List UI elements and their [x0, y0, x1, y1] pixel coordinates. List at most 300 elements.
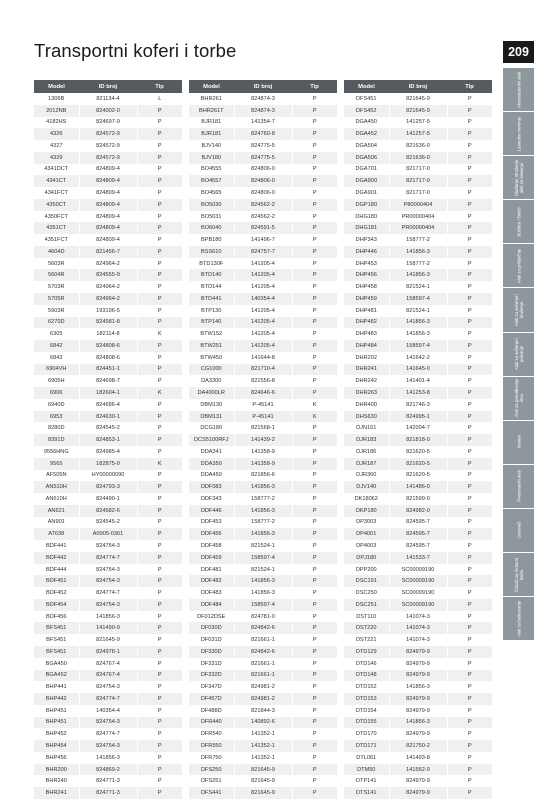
- type-cell: P: [137, 105, 182, 117]
- sidebar-tab-label: Čistači za motorni baštu: [513, 557, 524, 592]
- sidebar-tab[interactable]: [503, 112, 534, 156]
- model-cell: DGA450: [344, 117, 389, 129]
- table-row: [344, 258, 492, 270]
- table-row: [189, 552, 337, 564]
- type-cell: P: [312, 613, 317, 620]
- id-cell: 158597-4: [234, 599, 292, 611]
- table-row: [344, 740, 492, 752]
- model-cell: DFS251: [189, 775, 234, 787]
- table-row: [34, 775, 182, 787]
- table-row: [189, 340, 337, 352]
- id-cell: 140892-6: [234, 717, 292, 729]
- id-cell: 824572-9: [79, 140, 137, 152]
- id-cell: 141074-3: [389, 611, 447, 623]
- type-cell: P: [312, 119, 317, 126]
- type-cell: P: [447, 646, 492, 658]
- type-cell: P: [467, 142, 472, 149]
- column-header-id: ID broj: [234, 80, 292, 93]
- type-cell: P: [312, 378, 317, 385]
- model-cell: DSC191: [344, 575, 389, 587]
- sidebar-tab[interactable]: [503, 244, 534, 288]
- table-row: [189, 140, 337, 152]
- model-cell: 6843: [34, 352, 79, 364]
- sidebar-tab[interactable]: [503, 421, 534, 465]
- type-cell: P: [292, 175, 337, 187]
- sidebar-tab-label: Alati za sečenje i poliranje: [513, 337, 524, 371]
- table-row: [189, 164, 337, 176]
- id-cell: 824562-2: [234, 199, 292, 211]
- type-cell: P: [292, 670, 337, 682]
- model-cell: DDF446: [189, 505, 234, 517]
- model-cell: BHR241: [34, 787, 79, 799]
- model-cell: 6940D: [34, 399, 79, 411]
- id-cell: 141352-1: [234, 728, 292, 740]
- type-cell: P: [157, 307, 162, 314]
- id-cell: 141856-3: [389, 317, 447, 329]
- type-cell: P: [157, 542, 162, 549]
- sidebar-tab[interactable]: [503, 156, 534, 200]
- model-cell: BGA452: [34, 670, 79, 682]
- id-cell: 824451-1: [79, 364, 137, 376]
- model-cell: 4351FCT: [34, 234, 79, 246]
- table-row: [344, 222, 492, 234]
- id-cell: 824979-9: [389, 787, 447, 799]
- model-cell: DTD129: [344, 646, 389, 658]
- table-row: [189, 634, 337, 646]
- type-cell: P: [137, 364, 182, 376]
- table-row: [189, 564, 337, 576]
- column-header-model: Model: [189, 80, 234, 93]
- model-cell: BHR261: [189, 93, 234, 105]
- model-cell: 4341FCT: [34, 187, 79, 199]
- id-cell: 824774-7: [79, 693, 137, 705]
- table-row: [189, 258, 337, 270]
- table-row: [34, 387, 182, 399]
- type-cell: P: [467, 660, 472, 667]
- sidebar-tab[interactable]: [503, 553, 534, 597]
- table-row: [189, 246, 337, 258]
- model-cell: DST110: [344, 611, 389, 623]
- id-cell: 821818-0: [389, 434, 447, 446]
- id-cell: P80000404: [389, 199, 447, 211]
- id-cell: 824809-4: [79, 164, 137, 176]
- id-cell: 824979-9: [389, 658, 447, 670]
- type-cell: P: [137, 575, 182, 587]
- id-cell: 824809-4: [79, 211, 137, 223]
- model-cell: DF331D: [189, 658, 234, 670]
- sidebar-tab-label: Pneumatski alati: [516, 470, 521, 503]
- id-cell: 821645-9: [79, 634, 137, 646]
- type-cell: P: [292, 293, 337, 305]
- table-row: [189, 152, 337, 164]
- type-cell: P: [157, 731, 162, 738]
- id-cell: 141486-0: [389, 481, 447, 493]
- table-row: [344, 446, 492, 458]
- type-cell: P: [312, 637, 317, 644]
- id-cell: 141856-3: [79, 752, 137, 764]
- type-cell: P: [137, 505, 182, 517]
- table-row: [189, 670, 337, 682]
- model-cell: 9565: [34, 458, 79, 470]
- id-cell: 821661-1: [234, 670, 292, 682]
- table-row: [189, 611, 337, 623]
- type-cell: P: [157, 754, 162, 761]
- id-cell: P-45141: [234, 399, 292, 411]
- type-cell: P: [292, 764, 337, 776]
- id-cell: SC00009190: [389, 564, 447, 576]
- id-cell: 821556-8: [234, 375, 292, 387]
- model-cell: BGA450: [34, 658, 79, 670]
- type-cell: P: [447, 481, 492, 493]
- id-cell: 824979-9: [389, 728, 447, 740]
- id-cell: 821620-5: [389, 446, 447, 458]
- id-cell: 141856-3: [234, 587, 292, 599]
- type-cell: P: [137, 317, 182, 329]
- column-header-type: Tip: [447, 80, 492, 93]
- table-row: [344, 199, 492, 211]
- id-cell: 821746-3: [389, 399, 447, 411]
- id-cell: 824767-4: [79, 658, 137, 670]
- type-cell: P: [312, 166, 317, 173]
- type-cell: P: [467, 119, 472, 126]
- table-row: [34, 787, 182, 799]
- id-cell: 824985-4: [79, 446, 137, 458]
- type-cell: P: [467, 707, 472, 714]
- type-cell: P: [447, 552, 492, 564]
- type-cell: P: [312, 754, 317, 761]
- id-cell: 141257-5: [389, 117, 447, 129]
- model-cell: BSS610: [189, 246, 234, 258]
- table-row: [189, 740, 337, 752]
- model-cell: 5604R: [34, 269, 79, 281]
- type-cell: P: [467, 166, 472, 173]
- parts-table-2: [189, 80, 337, 799]
- model-cell: DHP482: [344, 317, 389, 329]
- model-cell: DTD154: [344, 705, 389, 717]
- type-cell: P: [447, 599, 492, 611]
- id-cell: P-45141: [234, 411, 292, 423]
- model-cell: DDF459: [189, 552, 234, 564]
- table-row: [344, 164, 492, 176]
- id-cell: 141205-4: [234, 328, 292, 340]
- table-row: [189, 528, 337, 540]
- id-cell: 193196-5: [79, 305, 137, 317]
- model-cell: DTD148: [344, 670, 389, 682]
- id-cell: 821568-1: [234, 422, 292, 434]
- column-header-model: Model: [344, 80, 389, 93]
- type-cell: P: [157, 166, 162, 173]
- table-row: [34, 552, 182, 564]
- table-row: [34, 164, 182, 176]
- table-row: [344, 717, 492, 729]
- type-cell: P: [447, 128, 492, 140]
- model-cell: 8391D: [34, 434, 79, 446]
- type-cell: P: [157, 378, 162, 385]
- table-row: [189, 434, 337, 446]
- type-cell: P: [292, 340, 337, 352]
- model-cell: AN621: [34, 505, 79, 517]
- sidebar-tab[interactable]: [503, 377, 534, 421]
- table-row: [189, 399, 337, 411]
- model-cell: DDF083: [189, 481, 234, 493]
- model-cell: BHR261T: [189, 105, 234, 117]
- type-cell: P: [157, 190, 162, 196]
- id-cell: 821844-3: [234, 705, 292, 717]
- category-sidebar: [503, 68, 534, 641]
- model-cell: DFS451: [344, 93, 389, 105]
- id-cell: 824979-9: [389, 670, 447, 682]
- table-row: [344, 281, 492, 293]
- id-cell: 142004-7: [389, 422, 447, 434]
- model-cell: DCS5100RFJ: [189, 434, 234, 446]
- model-cell: 4351CT: [34, 222, 79, 234]
- model-cell: DGA701: [344, 164, 389, 176]
- id-cell: 821717-0: [389, 187, 447, 199]
- id-cell: 141493-8: [389, 752, 447, 764]
- type-cell: P: [467, 237, 472, 244]
- table-row: [34, 152, 182, 164]
- table-row: [344, 411, 492, 423]
- model-cell: BFS451: [34, 634, 79, 646]
- sidebar-tab[interactable]: [503, 597, 534, 641]
- model-cell: 8280D: [34, 422, 79, 434]
- table-row: [189, 211, 337, 223]
- type-cell: P: [292, 434, 337, 446]
- type-cell: P: [312, 731, 317, 738]
- table-row: [189, 93, 337, 105]
- table-row: [34, 481, 182, 493]
- table-row: [34, 658, 182, 670]
- model-cell: DF457D: [189, 693, 234, 705]
- id-cell: 141358-9: [234, 446, 292, 458]
- model-cell: BJR181: [189, 128, 234, 140]
- id-cell: 824591-5: [234, 222, 292, 234]
- table-row: [34, 328, 182, 340]
- id-cell: 141352-1: [234, 752, 292, 764]
- table-row: [189, 105, 337, 117]
- type-cell: P: [447, 222, 492, 234]
- table-row: [34, 670, 182, 682]
- id-cell: 158597-4: [389, 293, 447, 305]
- model-cell: BHR240: [34, 775, 79, 787]
- type-cell: P: [467, 566, 472, 573]
- model-cell: BDF442: [34, 552, 79, 564]
- type-cell: P: [292, 528, 337, 540]
- type-cell: P: [292, 269, 337, 281]
- model-cell: BHP441: [34, 681, 79, 693]
- type-cell: P: [447, 693, 492, 705]
- model-cell: DDF482: [189, 575, 234, 587]
- table-row: [189, 658, 337, 670]
- type-cell: P: [137, 411, 182, 423]
- type-cell: P: [157, 707, 162, 714]
- table-row: [189, 775, 337, 787]
- type-cell: P: [312, 260, 317, 267]
- table-row: [344, 328, 492, 340]
- type-cell: P: [312, 307, 317, 314]
- id-cell: 158777-2: [234, 493, 292, 505]
- model-cell: 5603R: [34, 258, 79, 270]
- model-cell: DDF484: [189, 599, 234, 611]
- id-cell: 824555-9: [79, 269, 137, 281]
- type-cell: P: [447, 105, 492, 117]
- type-cell: P: [137, 481, 182, 493]
- type-cell: P: [312, 495, 317, 502]
- table-row: [34, 93, 182, 105]
- model-cell: BDF444: [34, 564, 79, 576]
- type-cell: P: [312, 284, 317, 291]
- model-cell: BTW450: [189, 352, 234, 364]
- type-cell: K: [312, 401, 317, 408]
- id-cell: 821524-1: [389, 305, 447, 317]
- type-cell: P: [447, 575, 492, 587]
- table-row: [34, 258, 182, 270]
- table-row: [344, 422, 492, 434]
- id-cell: 824562-2: [234, 211, 292, 223]
- sidebar-tab[interactable]: [503, 68, 534, 112]
- type-cell: P: [292, 128, 337, 140]
- id-cell: 824754-3: [79, 564, 137, 576]
- id-cell: 821717-0: [389, 164, 447, 176]
- model-cell: BO5031: [189, 211, 234, 223]
- id-cell: 141205-4: [234, 258, 292, 270]
- table-row: [344, 364, 492, 376]
- table-row: [189, 128, 337, 140]
- model-cell: BTD140: [189, 269, 234, 281]
- table-row: [34, 375, 182, 387]
- id-cell: 821856-6: [234, 470, 292, 482]
- table-row: [189, 317, 337, 329]
- table-row: [344, 693, 492, 705]
- sidebar-tab[interactable]: [503, 200, 534, 244]
- table-row: [344, 187, 492, 199]
- model-cell: DHP459: [344, 293, 389, 305]
- model-cell: BJR181: [189, 117, 234, 129]
- table-row: [344, 399, 492, 411]
- type-cell: P: [137, 693, 182, 705]
- model-cell: DHS630: [344, 411, 389, 423]
- id-cell: 824842-6: [234, 646, 292, 658]
- column-header-model: Model: [34, 80, 79, 93]
- table-row: [34, 564, 182, 576]
- type-cell: K: [137, 387, 182, 399]
- id-cell: A0905-0361: [79, 528, 137, 540]
- id-cell: 821620-5: [389, 458, 447, 470]
- id-cell: 824979-9: [389, 693, 447, 705]
- type-cell: P: [157, 448, 162, 455]
- type-cell: P: [137, 599, 182, 611]
- type-cell: P: [447, 387, 492, 399]
- table-row: [344, 481, 492, 493]
- id-cell: 141401-4: [389, 375, 447, 387]
- table-row: [189, 587, 337, 599]
- table-row: [34, 717, 182, 729]
- type-cell: P: [447, 670, 492, 682]
- model-cell: DGA900: [344, 175, 389, 187]
- table-row: [34, 234, 182, 246]
- type-cell: P: [137, 246, 182, 258]
- table-row: [34, 505, 182, 517]
- type-cell: P: [447, 505, 492, 517]
- type-cell: P: [312, 331, 317, 338]
- type-cell: P: [157, 519, 162, 526]
- id-cell: 821620-5: [389, 470, 447, 482]
- model-cell: AN901: [34, 517, 79, 529]
- model-cell: DHR202: [344, 352, 389, 364]
- sidebar-tab[interactable]: [503, 288, 534, 332]
- id-cell: 824581-8: [79, 317, 137, 329]
- table-row: [344, 528, 492, 540]
- id-cell: 821645-9: [389, 105, 447, 117]
- sidebar-tab-label: Bušilice / čekići: [516, 207, 521, 237]
- sidebar-tab[interactable]: [503, 465, 534, 509]
- model-cell: DHP446: [344, 246, 389, 258]
- type-cell: P: [467, 778, 472, 785]
- sidebar-tab[interactable]: [503, 509, 534, 553]
- type-cell: P: [467, 590, 472, 597]
- type-cell: P: [312, 190, 317, 196]
- table-row: [189, 575, 337, 587]
- model-cell: DHP456: [344, 269, 389, 281]
- id-cell: 824964-2: [79, 281, 137, 293]
- type-cell: P: [447, 152, 492, 164]
- id-cell: 821636-0: [389, 140, 447, 152]
- model-cell: BHP442: [34, 693, 79, 705]
- table-row: [189, 305, 337, 317]
- model-cell: DJR183: [344, 434, 389, 446]
- id-cell: 824771-3: [79, 775, 137, 787]
- model-cell: DF031D: [189, 634, 234, 646]
- model-cell: DPJ180: [344, 552, 389, 564]
- table-row: [34, 681, 182, 693]
- type-cell: P: [292, 481, 337, 493]
- model-cell: 9556HNG: [34, 446, 79, 458]
- table-row: [344, 293, 492, 305]
- model-cell: DHG180: [344, 211, 389, 223]
- sidebar-tab-label: Akumulatorski alati: [516, 71, 521, 108]
- table-row: [189, 234, 337, 246]
- type-cell: P: [467, 542, 472, 549]
- id-cell: 824697-9: [79, 117, 137, 129]
- model-cell: DDF481: [189, 564, 234, 576]
- id-cell: 824874-3: [234, 105, 292, 117]
- type-cell: P: [292, 222, 337, 234]
- table-row: [189, 117, 337, 129]
- table-row: [344, 787, 492, 799]
- type-cell: P: [157, 778, 162, 785]
- model-cell: DBM131: [189, 411, 234, 423]
- model-cell: 5705R: [34, 293, 79, 305]
- id-cell: 824806-0: [234, 175, 292, 187]
- type-cell: P: [292, 787, 337, 799]
- sidebar-tab[interactable]: [503, 333, 534, 377]
- model-cell: BHP451: [34, 717, 79, 729]
- type-cell: P: [157, 425, 162, 432]
- type-cell: P: [292, 246, 337, 258]
- id-cell: 824774-7: [79, 587, 137, 599]
- table-row: [344, 622, 492, 634]
- id-cell: 141856-3: [389, 681, 447, 693]
- column-header-type: Tip: [137, 80, 182, 93]
- sidebar-tab-label: Alati za prerađivanje lima: [513, 378, 524, 418]
- model-cell: BO6040: [189, 222, 234, 234]
- type-cell: K: [157, 331, 162, 338]
- model-cell: AF505N: [34, 470, 79, 482]
- table-row: [189, 693, 337, 705]
- id-cell: 824754-3: [79, 540, 137, 552]
- id-cell: 821524-1: [234, 540, 292, 552]
- table-row: [344, 434, 492, 446]
